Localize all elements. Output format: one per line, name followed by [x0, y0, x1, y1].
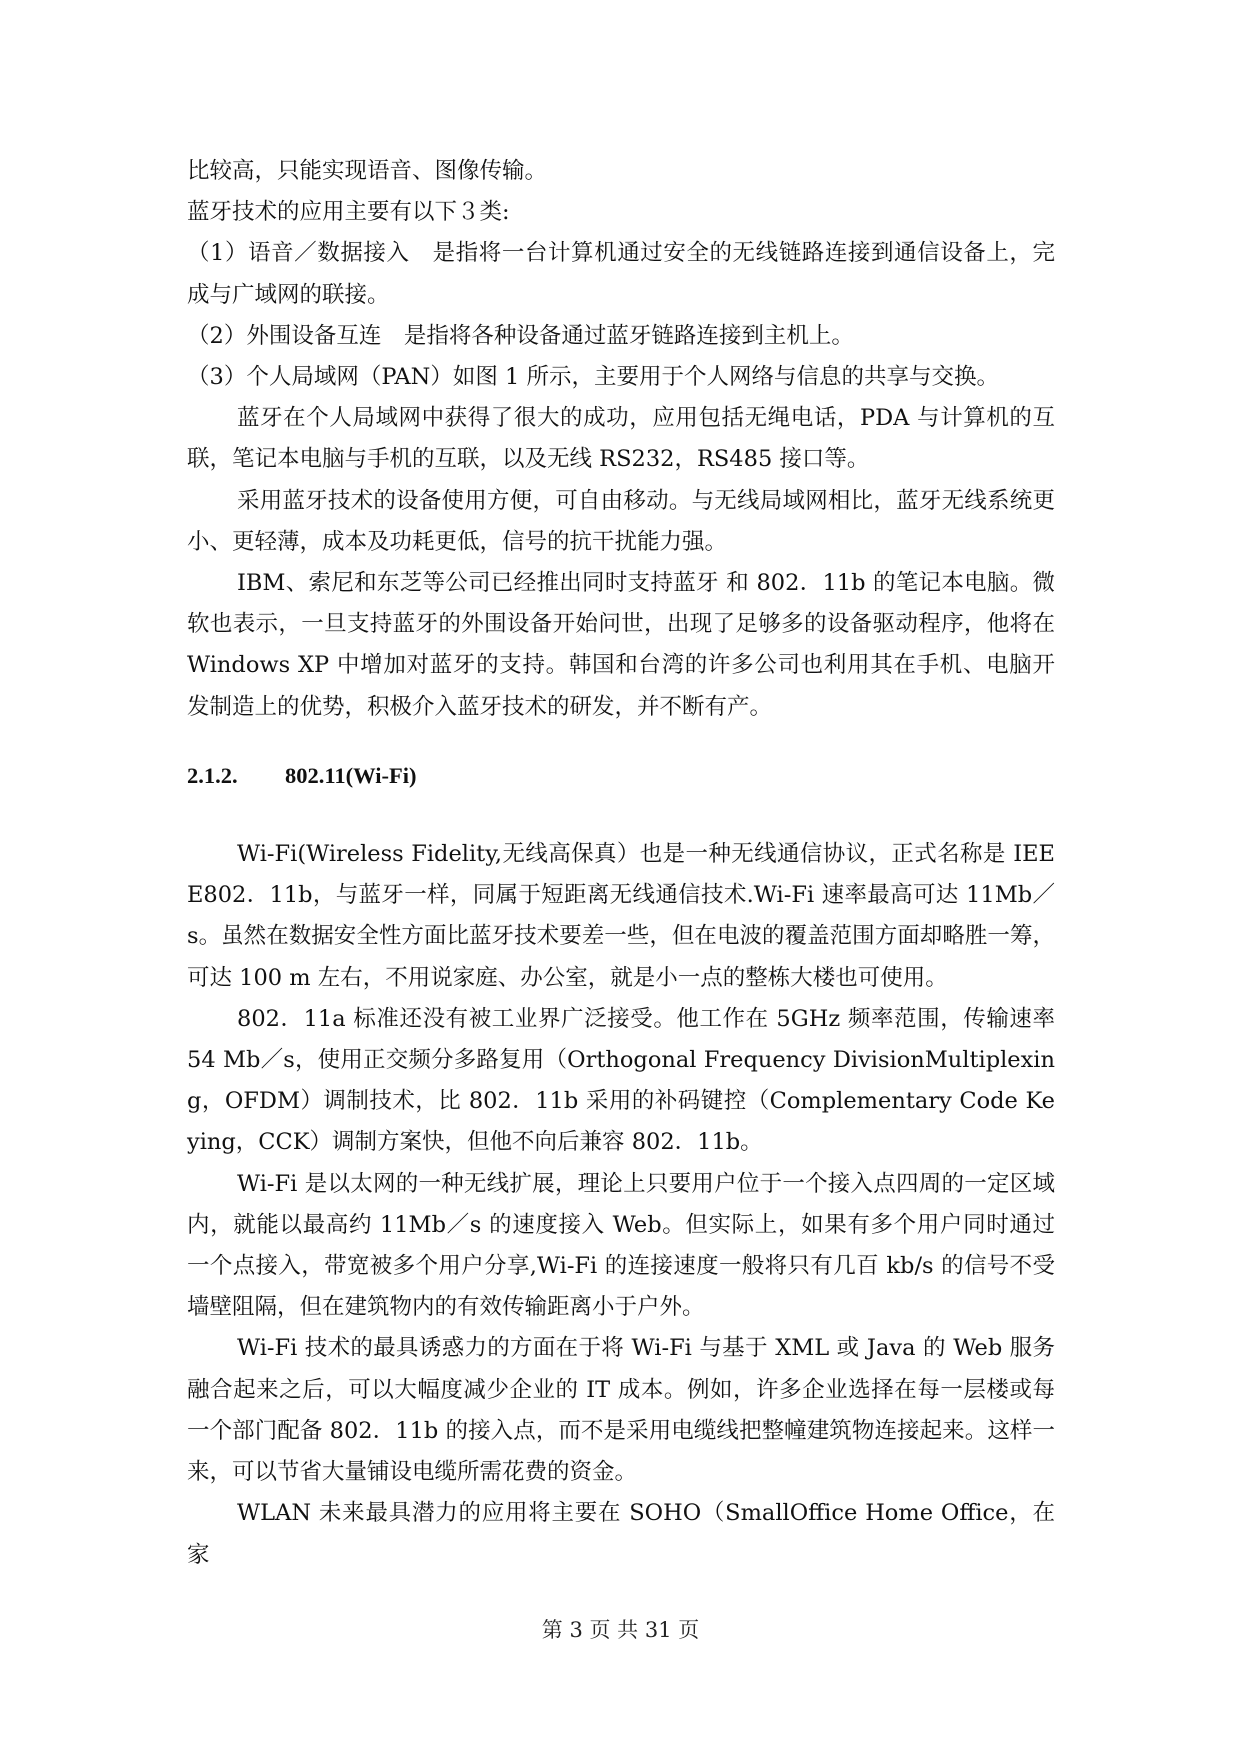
paragraph: Wi-Fi 技术的最具诱惑力的方面在于将 Wi-Fi 与基于 XML 或 Java 的 Web 服务融合起来之后，可以大幅度减少企业的 IT 成本。例如，许多企业选择在每一层楼或每一个部门配备 802．11b 的接入点，而不是采用电缆线把整幢建筑物连接起来。这样一来，可以节省大量铺设电缆所需花费的资金。: [187, 1335, 1055, 1486]
paragraph: 比较高，只能实现语音、图像传输。: [187, 158, 548, 184]
paragraph: Wi-Fi(Wireless Fidelity,无线高保真）也是一种无线通信协议，正式名称是 IEEE802．11b，与蓝牙一样，同属于短距离无线通信技术.Wi-Fi 速率最高可达 11Mb／s。虽然在数据安全性方面比蓝牙技术要差一些，但在电波的覆盖范围方面却略胜一筹，可达 100 m 左右，不用说家庭、办公室，就是小一点的整栋大楼也可使用。: [187, 841, 1055, 991]
page-body: [187, 151, 1055, 1576]
spacer: [187, 728, 1055, 755]
list-item: （1）语音／数据接入 是指将一台计算机通过安全的无线链路连接到通信设备上，完成与广域网的联接。: [187, 240, 1055, 308]
paragraph: 蓝牙在个人局域网中获得了很大的成功，应用包括无绳电话，PDA 与计算机的互联，笔记本电脑与手机的互联，以及无线 RS232，RS485 接口等。: [187, 405, 1055, 473]
list-item: （2）外围设备互连 是指将各种设备通过蓝牙链路连接到主机上。: [187, 322, 854, 349]
paragraph: WLAN 未来最具潜力的应用将主要在 SOHO（SmallOffice Home Office，在家: [187, 1500, 1055, 1568]
section-heading: [187, 755, 1055, 796]
paragraph: 蓝牙技术的应用主要有以下３类:: [187, 199, 510, 226]
paragraph: IBM、索尼和东芝等公司已经推出同时支持蓝牙 和 802．11b 的笔记本电脑。微软也表示，一旦支持蓝牙的外围设备开始问世，出现了足够多的设备驱动程序，他将在 Windows XP 中增加对蓝牙的支持。韩国和台湾的许多公司也利用其在手机、电脑开发制造上的优势，积极介入蓝牙技术的研发，并不断有产。: [187, 570, 1055, 720]
section-number: 2.1.2.: [187, 762, 238, 788]
paragraph: Wi-Fi 是以太网的一种无线扩展，理论上只要用户位于一个接入点四周的一定区域内，就能以最高约 11Mb／s 的速度接入 Web。但实际上，如果有多个用户同时通过一个点接入，带宽被多个用户分享,Wi-Fi 的连接速度一般将只有几百 kb/s 的信号不受墙壁阻隔，但在建筑物内的有效传输距离小于户外。: [187, 1170, 1055, 1321]
section-title: 802.11(Wi-Fi): [285, 762, 417, 788]
paragraph: 采用蓝牙技术的设备使用方便，可自由移动。与无线局域网相比，蓝牙无线系统更小、更轻薄，成本及功耗更低，信号的抗干扰能力强。: [187, 487, 1055, 555]
list-item: （3）个人局域网（PAN）如图 1 所示，主要用于个人网络与信息的共享与交换。: [187, 364, 999, 391]
spacer: [187, 796, 1055, 834]
paragraph: 802．11a 标准还没有被工业界广泛接受。他工作在 5GHz 频率范围，传输速率 54 Mb／s，使用正交频分多路复用（Orthogonal Frequency DivisionMultiplexing，OFDM）调制技术，比 802．11b 采用的补码键控（Complementary Code Keying，CCK）调制方案快，但他不向后兼容 802．11b。: [187, 1005, 1055, 1156]
page-footer: 第 3 页 共 31 页: [541, 1618, 700, 1642]
